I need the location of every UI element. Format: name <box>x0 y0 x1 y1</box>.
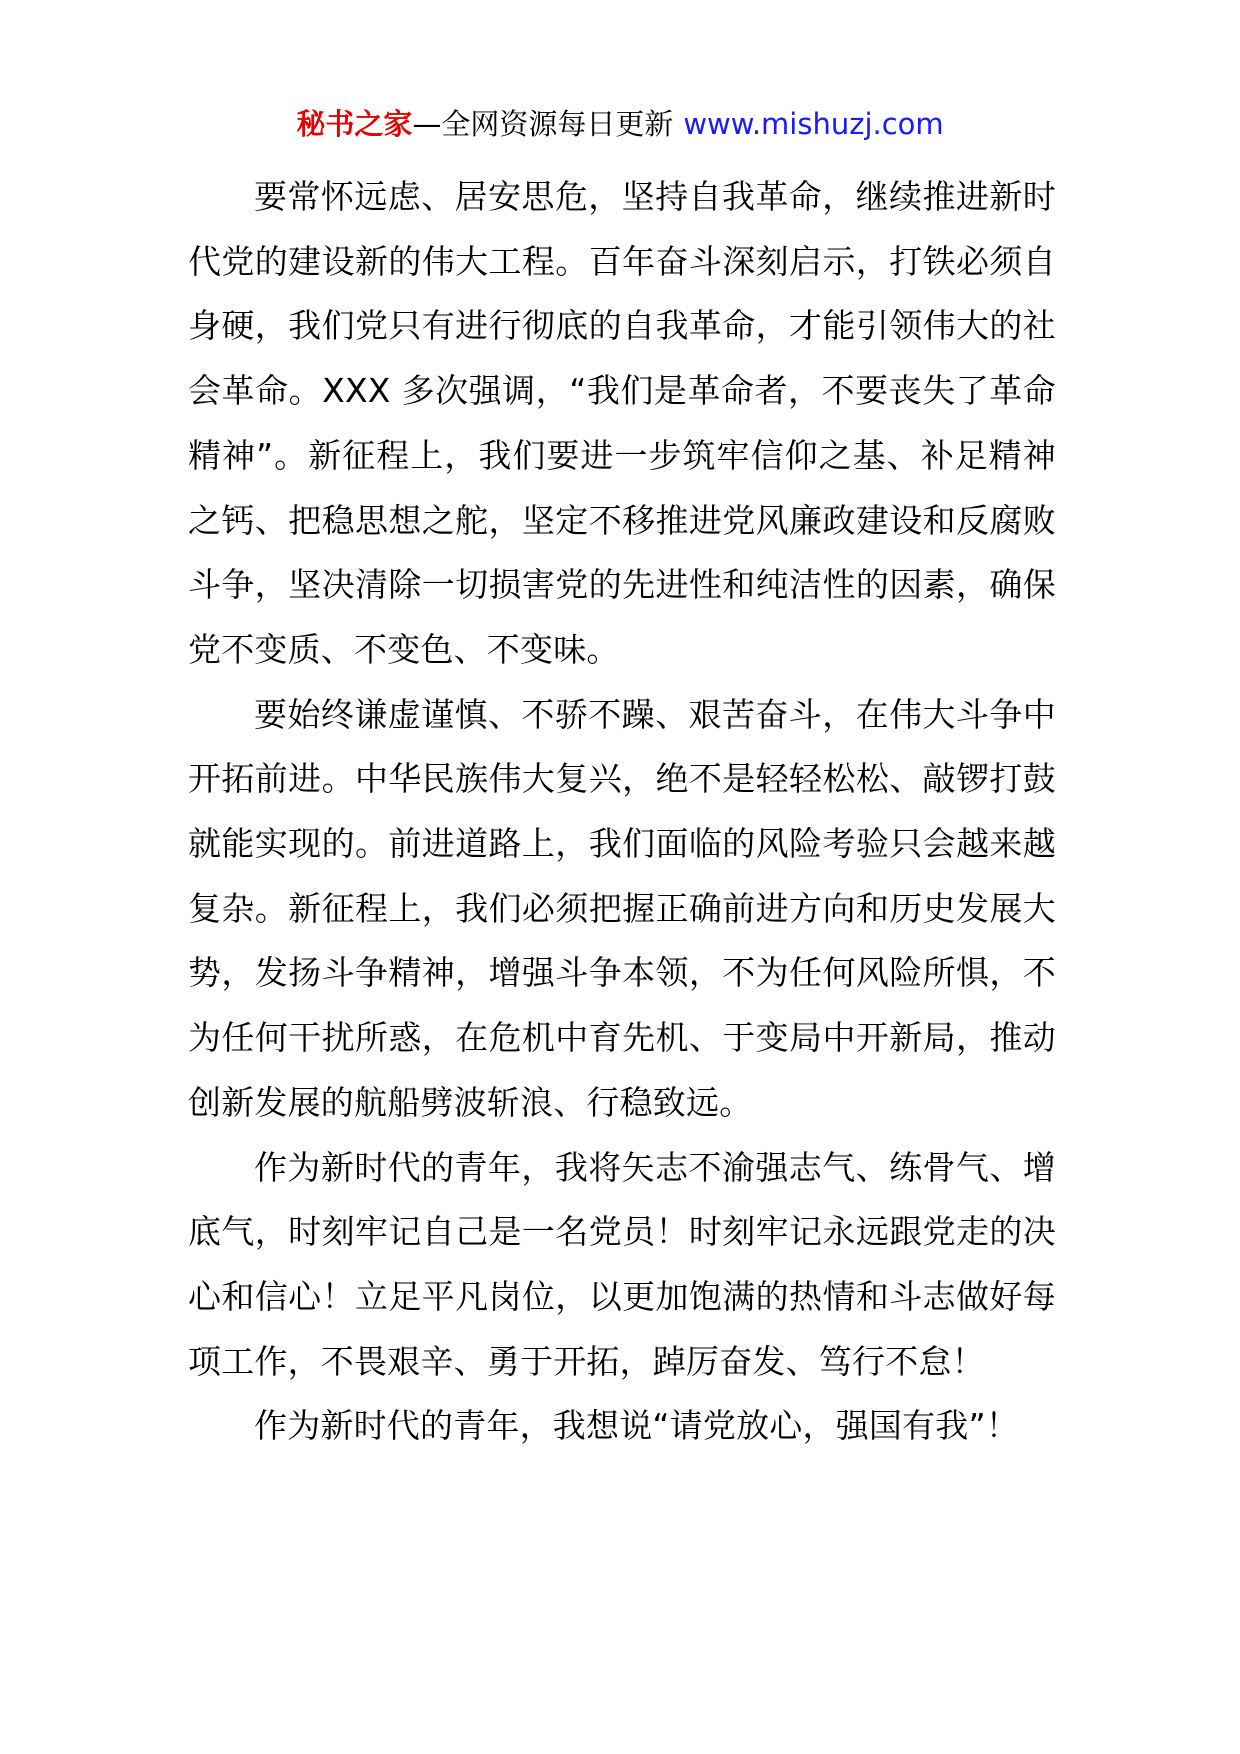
paragraph-self-revolution: 要常怀远虑、居安思危，坚持自我革命，继续推进新时代党的建设新的伟大工程。百年奋斗深刻启示，打铁必须自身硬，我们党只有进行彻底的自我革命，才能引领伟大的社会革命。XXX 多次强调，“我们是革命者，不要丧失了革命精神”。新征程上，我们要进一步筑牢信仰之基、补足精神之钙、把稳思想之舵，坚定不移推进党风廉政建设和反腐败斗争，坚决清除一切损害党的先进性和纯洁性的因素，确保党不变质、不变色、不变味。 <box>188 177 1056 669</box>
website-link[interactable]: www.mishuzj.com <box>683 107 944 141</box>
paragraph-youth-commitment: 作为新时代的青年，我将矢志不渝强志气、练骨气、增底气，时刻牢记自己是一名党员！时刻牢记永远跟党走的决心和信心！立足平凡岗位，以更加饱满的热情和斗志做好每项工作，不畏艰辛、勇于开拓，踔厉奋发、笃行不怠！ <box>188 1147 1056 1381</box>
page-header <box>0 102 1240 146</box>
document-body <box>188 165 1056 1459</box>
paragraph-great-struggle: 要始终谦虚谨慎、不骄不躁、艰苦奋斗，在伟大斗争中开拓前进。中华民族伟大复兴，绝不是轻轻松松、敲锣打鼓就能实现的。前进道路上，我们面临的风险考验只会越来越复杂。新征程上，我们必须把握正确前进方向和历史发展大势，发扬斗争精神，增强斗争本领，不为任何风险所惧，不为任何干扰所惑，在危机中育先机、于变局中开新局，推动创新发展的航船劈波斩浪、行稳致远。 <box>188 694 1056 1122</box>
header-tagline: —全网资源每日更新 <box>412 107 674 141</box>
paragraph-closing: 作为新时代的青年，我想说“请党放心，强国有我”！ <box>254 1406 1019 1446</box>
brand-name: 秘书之家 <box>296 107 413 141</box>
